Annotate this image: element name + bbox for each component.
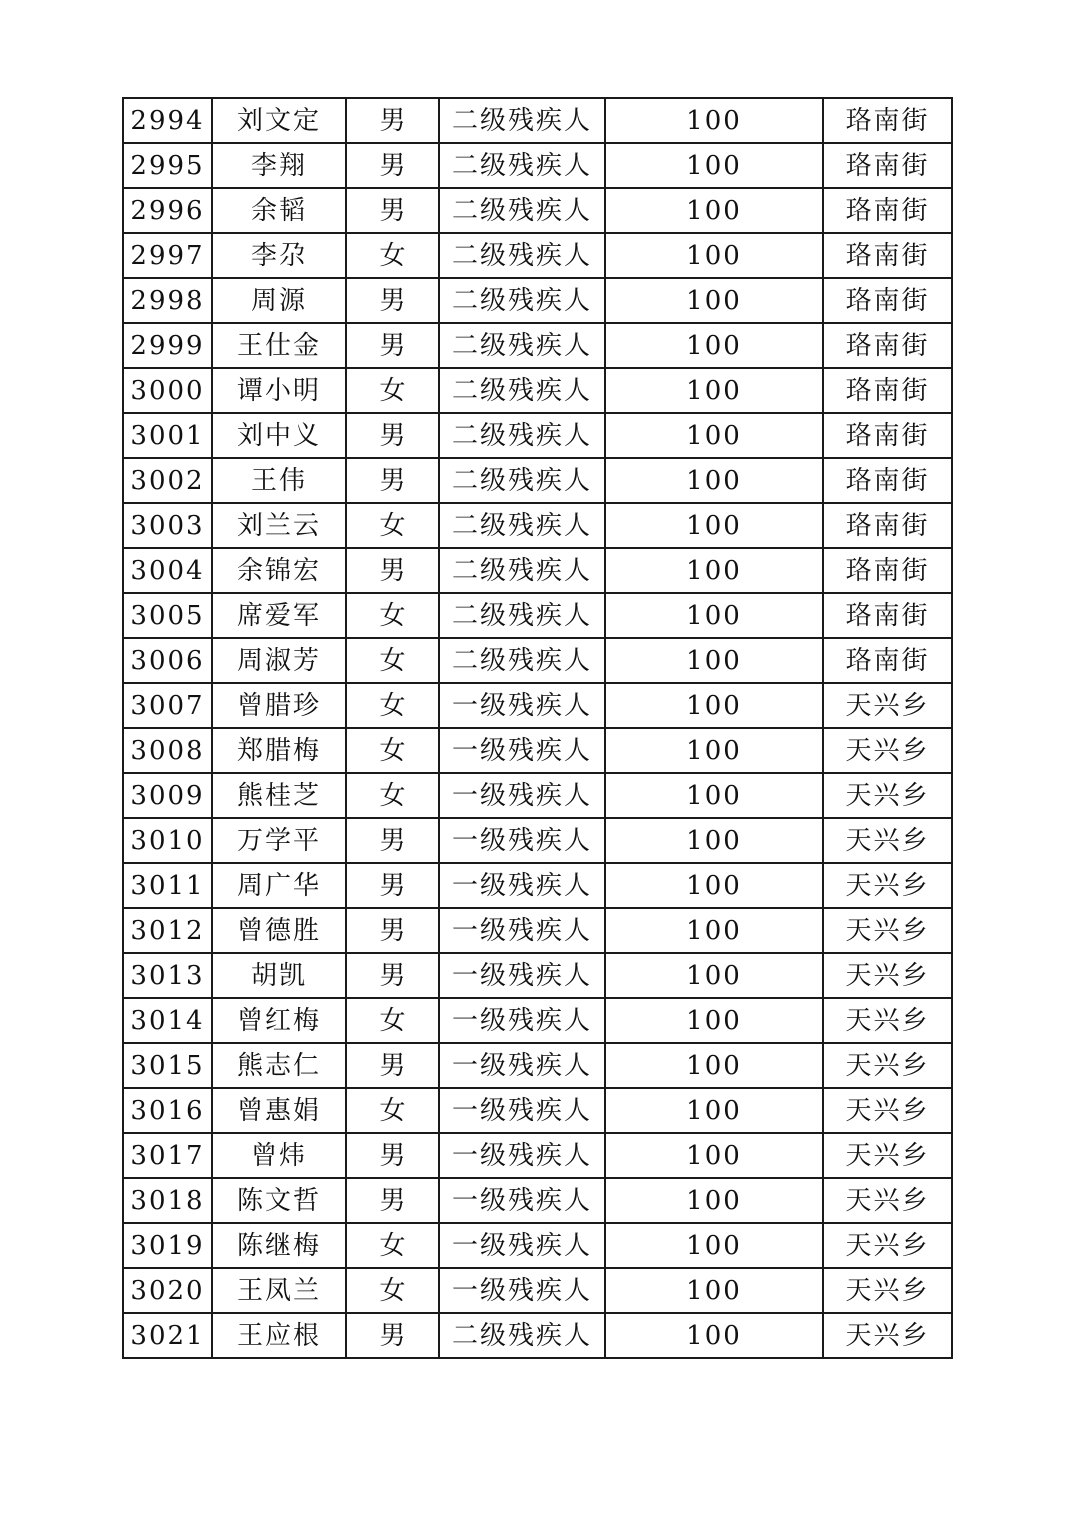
amount-cell: 100 [605,458,823,503]
name-cell: 席爱军 [212,593,346,638]
table-row [123,1313,952,1358]
gender-cell: 女 [346,998,439,1043]
amount-cell: 100 [605,638,823,683]
gender-cell: 女 [346,233,439,278]
gender-cell: 男 [346,413,439,458]
gender-cell: 男 [346,1178,439,1223]
table-row [123,638,952,683]
name-cell: 曾惠娟 [212,1088,346,1133]
gender-cell: 男 [346,818,439,863]
disability-level-cell: 二级残疾人 [439,278,605,323]
name-cell: 王仕金 [212,323,346,368]
table-row [123,1133,952,1178]
town-cell: 珞南街 [823,548,952,593]
town-cell: 珞南街 [823,98,952,143]
amount-cell: 100 [605,908,823,953]
serial-number-cell: 2997 [123,233,212,278]
gender-cell: 男 [346,323,439,368]
table-row [123,953,952,998]
table-row [123,593,952,638]
disability-level-cell: 二级残疾人 [439,503,605,548]
town-cell: 天兴乡 [823,1088,952,1133]
disability-level-cell: 二级残疾人 [439,638,605,683]
table-row [123,1223,952,1268]
name-cell: 陈文哲 [212,1178,346,1223]
amount-cell: 100 [605,188,823,233]
table-row [123,1088,952,1133]
disability-level-cell: 一级残疾人 [439,1223,605,1268]
serial-number-cell: 3003 [123,503,212,548]
disability-level-cell: 二级残疾人 [439,458,605,503]
town-cell: 珞南街 [823,638,952,683]
amount-cell: 100 [605,773,823,818]
name-cell: 郑腊梅 [212,728,346,773]
table-row [123,548,952,593]
table-row [123,278,952,323]
serial-number-cell: 3006 [123,638,212,683]
table-row [123,188,952,233]
town-cell: 天兴乡 [823,1133,952,1178]
town-cell: 天兴乡 [823,1223,952,1268]
table-row [123,1043,952,1088]
serial-number-cell: 2995 [123,143,212,188]
gender-cell: 男 [346,98,439,143]
gender-cell: 女 [346,638,439,683]
name-cell: 周淑芳 [212,638,346,683]
serial-number-cell: 3000 [123,368,212,413]
serial-number-cell: 3004 [123,548,212,593]
amount-cell: 100 [605,368,823,413]
amount-cell: 100 [605,1313,823,1358]
disability-level-cell: 一级残疾人 [439,683,605,728]
town-cell: 天兴乡 [823,908,952,953]
amount-cell: 100 [605,998,823,1043]
town-cell: 天兴乡 [823,683,952,728]
amount-cell: 100 [605,1178,823,1223]
amount-cell: 100 [605,1133,823,1178]
serial-number-cell: 3012 [123,908,212,953]
amount-cell: 100 [605,233,823,278]
disability-level-cell: 一级残疾人 [439,773,605,818]
name-cell: 刘兰云 [212,503,346,548]
town-cell: 珞南街 [823,368,952,413]
name-cell: 余锦宏 [212,548,346,593]
town-cell: 天兴乡 [823,1313,952,1358]
amount-cell: 100 [605,98,823,143]
gender-cell: 男 [346,143,439,188]
table-row [123,863,952,908]
serial-number-cell: 3018 [123,1178,212,1223]
town-cell: 天兴乡 [823,728,952,773]
amount-cell: 100 [605,1088,823,1133]
town-cell: 天兴乡 [823,1043,952,1088]
name-cell: 曾德胜 [212,908,346,953]
amount-cell: 100 [605,683,823,728]
disability-level-cell: 二级残疾人 [439,548,605,593]
serial-number-cell: 2999 [123,323,212,368]
name-cell: 刘文定 [212,98,346,143]
gender-cell: 男 [346,548,439,593]
name-cell: 曾炜 [212,1133,346,1178]
disability-level-cell: 二级残疾人 [439,593,605,638]
disability-level-cell: 一级残疾人 [439,1088,605,1133]
serial-number-cell: 3005 [123,593,212,638]
town-cell: 天兴乡 [823,773,952,818]
serial-number-cell: 3002 [123,458,212,503]
amount-cell: 100 [605,1043,823,1088]
name-cell: 王凤兰 [212,1268,346,1313]
town-cell: 珞南街 [823,233,952,278]
amount-cell: 100 [605,593,823,638]
disability-level-cell: 一级残疾人 [439,1178,605,1223]
town-cell: 天兴乡 [823,863,952,908]
gender-cell: 男 [346,188,439,233]
disability-level-cell: 一级残疾人 [439,863,605,908]
disability-level-cell: 二级残疾人 [439,233,605,278]
disability-level-cell: 一级残疾人 [439,1268,605,1313]
name-cell: 余韬 [212,188,346,233]
amount-cell: 100 [605,278,823,323]
name-cell: 周广华 [212,863,346,908]
amount-cell: 100 [605,503,823,548]
town-cell: 天兴乡 [823,1178,952,1223]
table-row [123,998,952,1043]
gender-cell: 女 [346,1268,439,1313]
serial-number-cell: 3015 [123,1043,212,1088]
table-row [123,1178,952,1223]
town-cell: 珞南街 [823,458,952,503]
town-cell: 珞南街 [823,503,952,548]
town-cell: 天兴乡 [823,953,952,998]
gender-cell: 男 [346,278,439,323]
name-cell: 谭小明 [212,368,346,413]
disability-level-cell: 一级残疾人 [439,818,605,863]
town-cell: 珞南街 [823,278,952,323]
name-cell: 刘中义 [212,413,346,458]
name-cell: 万学平 [212,818,346,863]
town-cell: 珞南街 [823,143,952,188]
name-cell: 熊桂芝 [212,773,346,818]
serial-number-cell: 3013 [123,953,212,998]
disability-level-cell: 二级残疾人 [439,368,605,413]
name-cell: 李翔 [212,143,346,188]
amount-cell: 100 [605,818,823,863]
name-cell: 陈继梅 [212,1223,346,1268]
town-cell: 珞南街 [823,188,952,233]
gender-cell: 男 [346,908,439,953]
town-cell: 天兴乡 [823,998,952,1043]
amount-cell: 100 [605,953,823,998]
gender-cell: 男 [346,953,439,998]
amount-cell: 100 [605,1223,823,1268]
gender-cell: 女 [346,728,439,773]
name-cell: 曾红梅 [212,998,346,1043]
serial-number-cell: 3017 [123,1133,212,1178]
table-row [123,323,952,368]
gender-cell: 男 [346,863,439,908]
serial-number-cell: 2994 [123,98,212,143]
serial-number-cell: 2998 [123,278,212,323]
serial-number-cell: 3011 [123,863,212,908]
disability-level-cell: 二级残疾人 [439,143,605,188]
table-row [123,503,952,548]
roster-body [123,98,952,1358]
disability-level-cell: 二级残疾人 [439,413,605,458]
gender-cell: 女 [346,368,439,413]
subsidy-roster-table [122,97,953,1359]
gender-cell: 男 [346,1313,439,1358]
serial-number-cell: 2996 [123,188,212,233]
name-cell: 王伟 [212,458,346,503]
table-row [123,1268,952,1313]
table-row [123,413,952,458]
disability-level-cell: 一级残疾人 [439,1133,605,1178]
amount-cell: 100 [605,413,823,458]
serial-number-cell: 3020 [123,1268,212,1313]
serial-number-cell: 3010 [123,818,212,863]
table-row [123,458,952,503]
gender-cell: 女 [346,503,439,548]
gender-cell: 男 [346,458,439,503]
gender-cell: 女 [346,683,439,728]
disability-level-cell: 一级残疾人 [439,998,605,1043]
name-cell: 胡凯 [212,953,346,998]
disability-level-cell: 二级残疾人 [439,1313,605,1358]
table-row [123,98,952,143]
table-row [123,683,952,728]
serial-number-cell: 3009 [123,773,212,818]
gender-cell: 女 [346,1088,439,1133]
table-row [123,908,952,953]
name-cell: 熊志仁 [212,1043,346,1088]
name-cell: 周源 [212,278,346,323]
serial-number-cell: 3001 [123,413,212,458]
amount-cell: 100 [605,728,823,773]
amount-cell: 100 [605,1268,823,1313]
town-cell: 珞南街 [823,593,952,638]
amount-cell: 100 [605,323,823,368]
amount-cell: 100 [605,143,823,188]
amount-cell: 100 [605,863,823,908]
serial-number-cell: 3014 [123,998,212,1043]
disability-level-cell: 二级残疾人 [439,98,605,143]
gender-cell: 男 [346,1133,439,1178]
gender-cell: 女 [346,593,439,638]
gender-cell: 男 [346,1043,439,1088]
serial-number-cell: 3008 [123,728,212,773]
table-row [123,728,952,773]
town-cell: 天兴乡 [823,818,952,863]
gender-cell: 女 [346,773,439,818]
table-row [123,233,952,278]
name-cell: 李尕 [212,233,346,278]
table-row [123,818,952,863]
serial-number-cell: 3021 [123,1313,212,1358]
amount-cell: 100 [605,548,823,593]
gender-cell: 女 [346,1223,439,1268]
disability-level-cell: 一级残疾人 [439,953,605,998]
name-cell: 王应根 [212,1313,346,1358]
table-row [123,368,952,413]
town-cell: 珞南街 [823,413,952,458]
name-cell: 曾腊珍 [212,683,346,728]
disability-level-cell: 一级残疾人 [439,728,605,773]
serial-number-cell: 3019 [123,1223,212,1268]
table-row [123,773,952,818]
disability-level-cell: 二级残疾人 [439,323,605,368]
town-cell: 珞南街 [823,323,952,368]
disability-level-cell: 二级残疾人 [439,188,605,233]
town-cell: 天兴乡 [823,1268,952,1313]
serial-number-cell: 3007 [123,683,212,728]
disability-level-cell: 一级残疾人 [439,908,605,953]
serial-number-cell: 3016 [123,1088,212,1133]
disability-level-cell: 一级残疾人 [439,1043,605,1088]
table-row [123,143,952,188]
